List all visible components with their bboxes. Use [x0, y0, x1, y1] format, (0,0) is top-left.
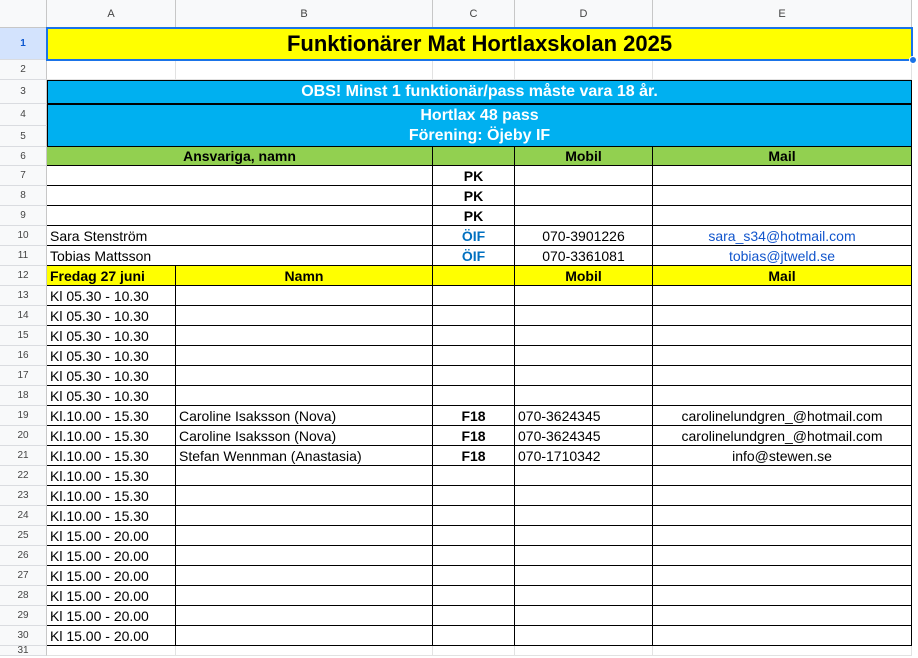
column-header-e[interactable]: E	[653, 0, 912, 28]
cell-row2[interactable]	[653, 60, 912, 80]
schedule-name-cell[interactable]	[176, 306, 433, 326]
schedule-mobile-cell[interactable]	[515, 546, 653, 566]
schedule-time-cell[interactable]: Kl 05.30 - 10.30	[47, 286, 176, 306]
cell-row31[interactable]	[47, 646, 176, 656]
schedule-name-cell[interactable]: Caroline Isaksson (Nova)	[176, 406, 433, 426]
responsible-c-header[interactable]	[433, 147, 515, 166]
schedule-name-cell[interactable]	[176, 286, 433, 306]
row-header-29[interactable]: 29	[0, 606, 47, 626]
schedule-time-cell[interactable]: Kl 05.30 - 10.30	[47, 306, 176, 326]
responsible-name-cell[interactable]: Tobias Mattsson	[47, 246, 433, 266]
cell-row31[interactable]	[433, 646, 515, 656]
responsible-name-cell[interactable]	[47, 206, 433, 226]
row-header-15[interactable]: 15	[0, 326, 47, 346]
schedule-mail-cell[interactable]	[653, 346, 912, 366]
schedule-time-cell[interactable]: Kl 05.30 - 10.30	[47, 326, 176, 346]
schedule-time-cell[interactable]: Kl.10.00 - 15.30	[47, 486, 176, 506]
responsible-mail-link[interactable]	[653, 206, 912, 226]
schedule-name-cell[interactable]	[176, 606, 433, 626]
row-header-31[interactable]: 31	[0, 646, 47, 656]
row-header-9[interactable]: 9	[0, 206, 47, 226]
row-header-30[interactable]: 30	[0, 626, 47, 646]
schedule-group-cell[interactable]: F18	[433, 406, 515, 426]
schedule-time-cell[interactable]: Kl 15.00 - 20.00	[47, 546, 176, 566]
schedule-mobile-cell[interactable]	[515, 366, 653, 386]
schedule-name-cell[interactable]	[176, 586, 433, 606]
schedule-group-cell[interactable]	[433, 566, 515, 586]
row-header-24[interactable]: 24	[0, 506, 47, 526]
responsible-mail-link[interactable]	[653, 186, 912, 206]
schedule-mobile-cell[interactable]	[515, 586, 653, 606]
schedule-mobile-cell[interactable]	[515, 506, 653, 526]
schedule-mail-header[interactable]: Mail	[653, 266, 912, 286]
schedule-group-cell[interactable]: F18	[433, 446, 515, 466]
schedule-mail-cell[interactable]	[653, 566, 912, 586]
schedule-group-cell[interactable]	[433, 326, 515, 346]
schedule-group-cell[interactable]	[433, 626, 515, 646]
schedule-name-cell[interactable]	[176, 546, 433, 566]
row-header-25[interactable]: 25	[0, 526, 47, 546]
schedule-mail-cell[interactable]	[653, 306, 912, 326]
row-header-19[interactable]: 19	[0, 406, 47, 426]
responsible-group-cell[interactable]: PK	[433, 186, 515, 206]
schedule-name-cell[interactable]	[176, 506, 433, 526]
schedule-mail-cell[interactable]	[653, 606, 912, 626]
schedule-group-cell[interactable]	[433, 466, 515, 486]
responsible-name-cell[interactable]: Sara Stenström	[47, 226, 433, 246]
responsible-mobile-header[interactable]: Mobil	[515, 147, 653, 166]
schedule-name-cell[interactable]	[176, 566, 433, 586]
schedule-mail-cell[interactable]: carolinelundgren_@hotmail.com	[653, 426, 912, 446]
row-header-4[interactable]: 4	[0, 104, 47, 126]
schedule-group-cell[interactable]	[433, 386, 515, 406]
schedule-day-header[interactable]: Fredag 27 juni	[47, 266, 176, 286]
row-header-14[interactable]: 14	[0, 306, 47, 326]
schedule-mail-cell[interactable]	[653, 366, 912, 386]
schedule-name-cell[interactable]: Caroline Isaksson (Nova)	[176, 426, 433, 446]
schedule-name-cell[interactable]	[176, 366, 433, 386]
schedule-mobile-cell[interactable]: 070-3624345	[515, 426, 653, 446]
fill-handle[interactable]	[909, 56, 917, 64]
schedule-group-cell[interactable]	[433, 506, 515, 526]
row-header-17[interactable]: 17	[0, 366, 47, 386]
schedule-group-cell[interactable]	[433, 366, 515, 386]
row-header-12[interactable]: 12	[0, 266, 47, 286]
responsible-mobile-cell[interactable]	[515, 206, 653, 226]
schedule-name-cell[interactable]	[176, 486, 433, 506]
schedule-name-header[interactable]: Namn	[176, 266, 433, 286]
schedule-name-cell[interactable]	[176, 326, 433, 346]
schedule-time-cell[interactable]: Kl 15.00 - 20.00	[47, 526, 176, 546]
schedule-group-cell[interactable]	[433, 486, 515, 506]
responsible-group-cell[interactable]: ÖIF	[433, 246, 515, 266]
responsible-mobile-cell[interactable]: 070-3361081	[515, 246, 653, 266]
hortlax-club: Förening: Öjeby IF	[408, 126, 551, 144]
schedule-time-cell[interactable]: Kl.10.00 - 15.30	[47, 446, 176, 466]
row-header-5[interactable]: 5	[0, 126, 47, 147]
column-header-b[interactable]: B	[176, 0, 433, 28]
schedule-name-cell[interactable]: Stefan Wennman (Anastasia)	[176, 446, 433, 466]
responsible-mobile-cell[interactable]	[515, 166, 653, 186]
schedule-time-cell[interactable]: Kl.10.00 - 15.30	[47, 406, 176, 426]
schedule-mobile-cell[interactable]	[515, 466, 653, 486]
row-header-20[interactable]: 20	[0, 426, 47, 446]
responsible-name-cell[interactable]	[47, 166, 433, 186]
schedule-mobile-cell[interactable]	[515, 286, 653, 306]
schedule-time-cell[interactable]: Kl.10.00 - 15.30	[47, 506, 176, 526]
schedule-time-cell[interactable]: Kl.10.00 - 15.30	[47, 466, 176, 486]
schedule-mail-cell[interactable]	[653, 506, 912, 526]
schedule-mobile-cell[interactable]	[515, 606, 653, 626]
schedule-mail-cell[interactable]	[653, 526, 912, 546]
schedule-group-cell[interactable]: F18	[433, 426, 515, 446]
schedule-mail-cell[interactable]: carolinelundgren_@hotmail.com	[653, 406, 912, 426]
schedule-mobile-cell[interactable]: 070-1710342	[515, 446, 653, 466]
cell-row2[interactable]	[47, 60, 176, 80]
schedule-group-cell[interactable]	[433, 346, 515, 366]
schedule-mail-cell[interactable]	[653, 586, 912, 606]
schedule-mobile-cell[interactable]	[515, 486, 653, 506]
row-header-11[interactable]: 11	[0, 246, 47, 266]
schedule-c-header[interactable]	[433, 266, 515, 286]
row-header-26[interactable]: 26	[0, 546, 47, 566]
schedule-time-cell[interactable]: Kl 05.30 - 10.30	[47, 366, 176, 386]
row-header-18[interactable]: 18	[0, 386, 47, 406]
schedule-name-cell[interactable]	[176, 346, 433, 366]
schedule-group-cell[interactable]	[433, 526, 515, 546]
schedule-group-cell[interactable]	[433, 606, 515, 626]
responsible-group-cell[interactable]: PK	[433, 206, 515, 226]
column-header-c[interactable]: C	[433, 0, 515, 28]
responsible-mobile-cell[interactable]: 070-3901226	[515, 226, 653, 246]
sheet-title[interactable]: Funktionärer Mat Hortlaxskolan 2025	[47, 28, 912, 60]
schedule-group-cell[interactable]	[433, 286, 515, 306]
row-header-16[interactable]: 16	[0, 346, 47, 366]
hortlax-pass-count: Hortlax 48 pass	[420, 106, 539, 124]
cell-row31[interactable]	[653, 646, 912, 656]
cell-row2[interactable]	[433, 60, 515, 80]
schedule-mobile-cell[interactable]	[515, 306, 653, 326]
responsible-mail-link[interactable]	[653, 166, 912, 186]
schedule-mobile-cell[interactable]	[515, 626, 653, 646]
schedule-mail-cell[interactable]	[653, 546, 912, 566]
schedule-mobile-cell[interactable]	[515, 386, 653, 406]
schedule-mobile-cell[interactable]	[515, 326, 653, 346]
schedule-time-cell[interactable]: Kl 15.00 - 20.00	[47, 586, 176, 606]
schedule-mail-cell[interactable]: info@stewen.se	[653, 446, 912, 466]
schedule-time-cell[interactable]: Kl 15.00 - 20.00	[47, 626, 176, 646]
responsible-group-cell[interactable]: PK	[433, 166, 515, 186]
cell-row31[interactable]	[515, 646, 653, 656]
schedule-name-cell[interactable]	[176, 466, 433, 486]
row-header-21[interactable]: 21	[0, 446, 47, 466]
schedule-mobile-cell[interactable]: 070-3624345	[515, 406, 653, 426]
cell-row2[interactable]	[515, 60, 653, 80]
schedule-mail-cell[interactable]	[653, 326, 912, 346]
responsible-name-cell[interactable]	[47, 186, 433, 206]
row-header-3[interactable]: 3	[0, 80, 47, 104]
row-header-13[interactable]: 13	[0, 286, 47, 306]
responsible-mobile-cell[interactable]	[515, 186, 653, 206]
schedule-mail-cell[interactable]	[653, 466, 912, 486]
column-header-d[interactable]: D	[515, 0, 653, 28]
obs-banner[interactable]: OBS! Minst 1 funktionär/pass måste vara 18 år.	[47, 80, 912, 104]
row-header-7[interactable]: 7	[0, 166, 47, 186]
select-all-corner[interactable]	[0, 0, 47, 28]
schedule-time-cell[interactable]: Kl 05.30 - 10.30	[47, 386, 176, 406]
schedule-time-cell[interactable]: Kl 15.00 - 20.00	[47, 606, 176, 626]
schedule-time-cell[interactable]: Kl.10.00 - 15.30	[47, 426, 176, 446]
row-header-2[interactable]: 2	[0, 60, 47, 80]
schedule-mobile-cell[interactable]	[515, 526, 653, 546]
schedule-name-cell[interactable]	[176, 626, 433, 646]
row-header-10[interactable]: 10	[0, 226, 47, 246]
row-header-8[interactable]: 8	[0, 186, 47, 206]
schedule-group-cell[interactable]	[433, 586, 515, 606]
responsible-mail-link[interactable]: tobias@jtweld.se	[653, 246, 912, 266]
schedule-mail-cell[interactable]	[653, 486, 912, 506]
schedule-mail-cell[interactable]	[653, 626, 912, 646]
schedule-group-cell[interactable]	[433, 546, 515, 566]
hortlax-banner[interactable]	[47, 104, 912, 147]
schedule-mobile-cell[interactable]	[515, 346, 653, 366]
schedule-mobile-cell[interactable]	[515, 566, 653, 586]
schedule-group-cell[interactable]	[433, 306, 515, 326]
row-header-1[interactable]: 1	[0, 28, 47, 60]
row-header-28[interactable]: 28	[0, 586, 47, 606]
row-header-22[interactable]: 22	[0, 466, 47, 486]
schedule-mobile-header[interactable]: Mobil	[515, 266, 653, 286]
responsible-mail-header[interactable]: Mail	[653, 147, 912, 166]
row-header-23[interactable]: 23	[0, 486, 47, 506]
schedule-mail-cell[interactable]	[653, 286, 912, 306]
responsible-mail-link[interactable]: sara_s34@hotmail.com	[653, 226, 912, 246]
cell-row31[interactable]	[176, 646, 433, 656]
schedule-name-cell[interactable]	[176, 386, 433, 406]
schedule-name-cell[interactable]	[176, 526, 433, 546]
row-header-27[interactable]: 27	[0, 566, 47, 586]
schedule-time-cell[interactable]: Kl 15.00 - 20.00	[47, 566, 176, 586]
schedule-mail-cell[interactable]	[653, 386, 912, 406]
responsible-name-header[interactable]: Ansvariga, namn	[47, 147, 433, 166]
schedule-time-cell[interactable]: Kl 05.30 - 10.30	[47, 346, 176, 366]
cell-row2[interactable]	[176, 60, 433, 80]
responsible-group-cell[interactable]: ÖIF	[433, 226, 515, 246]
row-header-6[interactable]: 6	[0, 147, 47, 166]
column-header-a[interactable]: A	[47, 0, 176, 28]
